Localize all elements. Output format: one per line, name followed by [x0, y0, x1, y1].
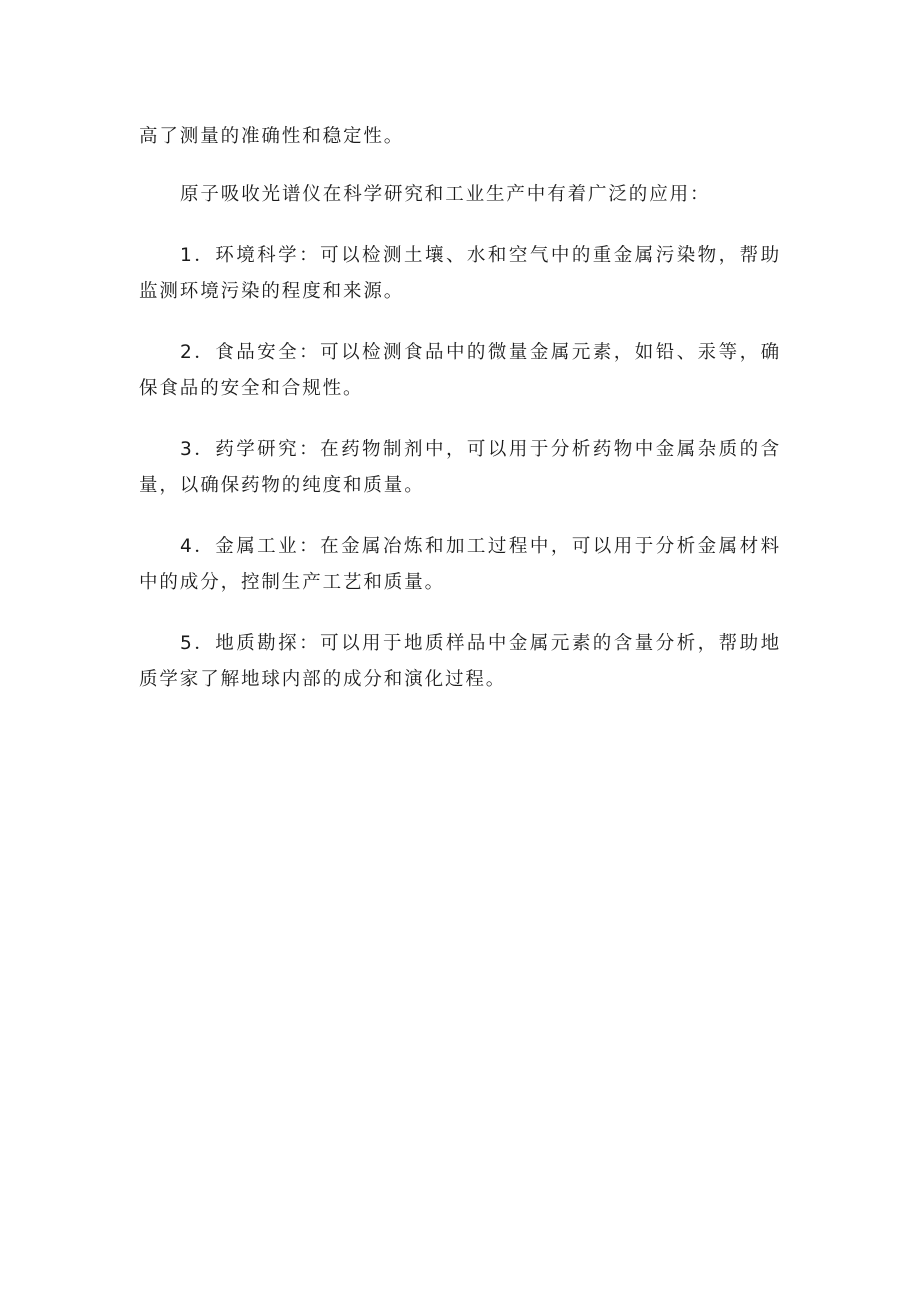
list-item-environment: 1．环境科学：可以检测土壤、水和空气中的重金属污染物，帮助监测环境污染的程度和来源。 — [139, 245, 781, 302]
paragraph-intro: 原子吸收光谱仪在科学研究和工业生产中有着广泛的应用： — [180, 184, 711, 205]
list-item-metal-industry: 4．金属工业：在金属冶炼和加工过程中，可以用于分析金属材料中的成分，控制生产工艺和质量。 — [139, 536, 781, 593]
list-item-food-safety: 2．食品安全：可以检测食品中的微量金属元素，如铅、汞等，确保食品的安全和合规性。 — [139, 342, 781, 399]
list-item-geology: 5．地质勘探：可以用于地质样品中金属元素的含量分析，帮助地质学家了解地球内部的成分和演化过程。 — [139, 633, 781, 690]
list-item-pharmacy: 3．药学研究：在药物制剂中，可以用于分析药物中金属杂质的含量，以确保药物的纯度和质量。 — [139, 439, 781, 496]
document-body — [139, 119, 781, 723]
paragraph-continuation: 高了测量的准确性和稳定性。 — [139, 126, 405, 147]
